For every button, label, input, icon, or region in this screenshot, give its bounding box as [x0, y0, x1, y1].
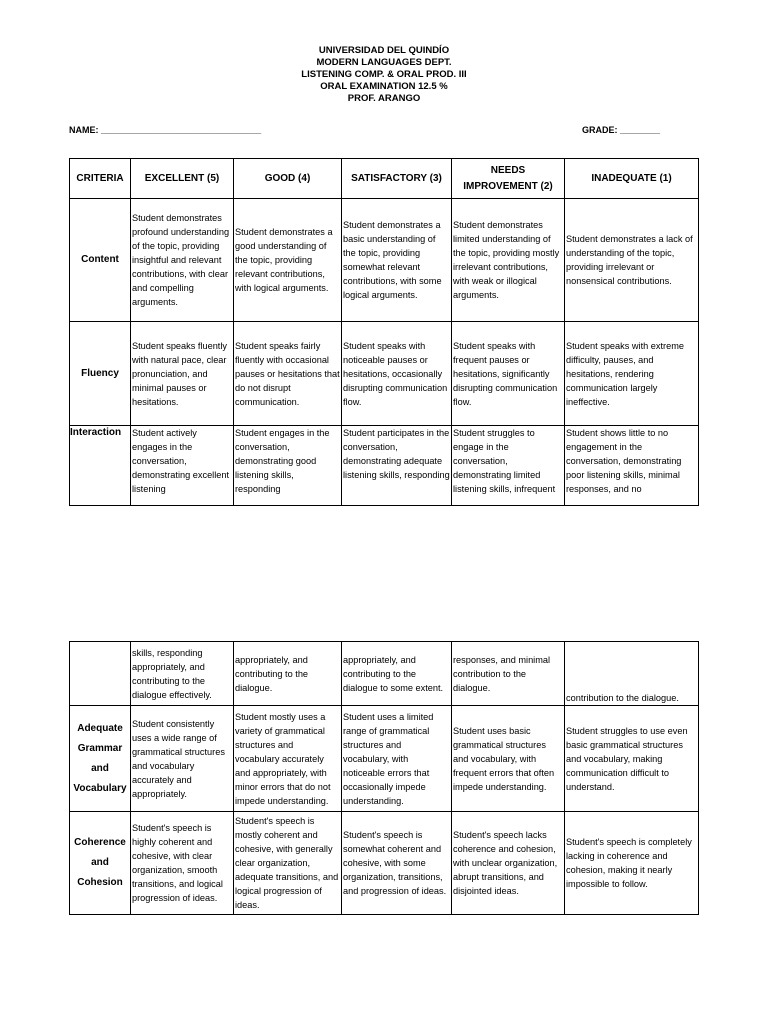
- table-cell: appropriately, and contributing to the dialogue to some extent.: [342, 642, 452, 706]
- table-cell: Student speaks with noticeable pauses or hesitations, occasionally disrupting communication flow.: [342, 322, 452, 426]
- table-row-content: [70, 199, 699, 322]
- table-cell: Student's speech is highly coherent and cohesive, with clear organization, smooth transitions, and logical progression of ideas.: [131, 812, 234, 915]
- table-cell: Student actively engages in the conversation, demonstrating excellent listening: [131, 426, 234, 506]
- table-header-row: [70, 159, 699, 199]
- table-row-coherence: [70, 812, 699, 915]
- table-cell: responses, and minimal contribution to the dialogue.: [452, 642, 565, 706]
- criteria-content: Content: [70, 199, 131, 322]
- table-cell: Student speaks fairly fluently with occasional pauses or hesitations that do not disrupt communication.: [234, 322, 342, 426]
- table-row-fluency: [70, 322, 699, 426]
- table-cell: Student speaks with frequent pauses or hesitations, significantly disrupting communication flow.: [452, 322, 565, 426]
- criteria-empty: [70, 642, 131, 706]
- table-row-grammar: [70, 706, 699, 812]
- table-cell: Student shows little to no engagement in the conversation, demonstrating poor listening skills, minimal responses, and no: [565, 426, 699, 506]
- header-good: GOOD (4): [234, 159, 342, 199]
- rubric-table-part-2: [69, 641, 699, 915]
- table-row-interaction-continued: [70, 642, 699, 706]
- table-cell: Student speaks fluently with natural pace, clear pronunciation, and minimal pauses or hesitations.: [131, 322, 234, 426]
- table-cell: Student struggles to engage in the conversation, demonstrating limited listening skills, infrequent: [452, 426, 565, 506]
- table-cell: Student demonstrates a basic understanding of the topic, providing somewhat relevant contributions, with some logical arguments.: [342, 199, 452, 322]
- table-cell: Student's speech is completely lacking in coherence and cohesion, making it nearly impossible to follow.: [565, 812, 699, 915]
- table-cell: skills, responding appropriately, and contributing to the dialogue effectively.: [131, 642, 234, 706]
- table-cell: Student demonstrates a good understanding of the topic, providing relevant contributions, with logical arguments.: [234, 199, 342, 322]
- criteria-interaction: Interaction: [70, 426, 131, 506]
- table-cell: contribution to the dialogue.: [565, 642, 699, 706]
- table-cell: Student demonstrates profound understanding of the topic, providing insightful and relevant contributions, with clear and compelling arguments.: [131, 199, 234, 322]
- grade-field: GRADE: ________: [582, 125, 661, 135]
- header-inadequate: INADEQUATE (1): [565, 159, 699, 199]
- header-satisfactory: SATISFACTORY (3): [342, 159, 452, 199]
- rubric-table-part-1: [69, 158, 699, 506]
- table-cell: Student demonstrates limited understanding of the topic, providing mostly irrelevant contributions, with weak or illogical arguments.: [452, 199, 565, 322]
- table-cell: Student uses a limited range of grammatical structures and vocabulary, with noticeable errors that occasionally impede understanding.: [342, 706, 452, 812]
- document-header: [0, 45, 768, 105]
- table-cell: Student's speech is somewhat coherent and cohesive, with some organization, transitions, and progression of ideas.: [342, 812, 452, 915]
- course-name: LISTENING COMP. & ORAL PROD. III: [301, 69, 467, 80]
- department-name: MODERN LANGUAGES DEPT.: [316, 57, 452, 68]
- professor-name: PROF. ARANGO: [347, 93, 421, 104]
- criteria-coherence-cohesion: Coherence and Cohesion: [70, 812, 131, 915]
- table-cell: Student struggles to use even basic grammatical structures and vocabulary, making communication difficult to understand.: [565, 706, 699, 812]
- university-name: UNIVERSIDAD DEL QUINDÍO: [318, 45, 450, 56]
- criteria-grammar-vocabulary: Adequate Grammar and Vocabulary: [70, 706, 131, 812]
- table-cell: Student consistently uses a wide range of grammatical structures and vocabulary accurately and appropriately.: [131, 706, 234, 812]
- table-cell: Student's speech is mostly coherent and cohesive, with generally clear organization, adequate transitions, and logical progression of ideas.: [234, 812, 342, 915]
- table-cell: Student mostly uses a variety of grammatical structures and vocabulary accurately and appropriately, with minor errors that do not impede understanding.: [234, 706, 342, 812]
- table-cell: Student participates in the conversation, demonstrating adequate listening skills, responding: [342, 426, 452, 506]
- header-needs-improvement: NEEDS IMPROVEMENT (2): [452, 159, 565, 199]
- name-field: NAME: ________________________________: [69, 125, 262, 135]
- criteria-fluency: Fluency: [70, 322, 131, 426]
- table-cell: Student speaks with extreme difficulty, pauses, and hesitations, rendering communication largely ineffective.: [565, 322, 699, 426]
- header-excellent: EXCELLENT (5): [131, 159, 234, 199]
- table-cell: Student engages in the conversation, demonstrating good listening skills, responding: [234, 426, 342, 506]
- table-cell: Student's speech lacks coherence and cohesion, with unclear organization, abrupt transitions, and disjointed ideas.: [452, 812, 565, 915]
- table-row-interaction: [70, 426, 699, 506]
- header-criteria: CRITERIA: [70, 159, 131, 199]
- exam-title: ORAL EXAMINATION 12.5 %: [320, 81, 448, 92]
- table-cell: appropriately, and contributing to the dialogue.: [234, 642, 342, 706]
- table-cell: Student uses basic grammatical structures and vocabulary, with frequent errors that often impede understanding.: [452, 706, 565, 812]
- table-cell: Student demonstrates a lack of understanding of the topic, providing irrelevant or nonsensical contributions.: [565, 199, 699, 322]
